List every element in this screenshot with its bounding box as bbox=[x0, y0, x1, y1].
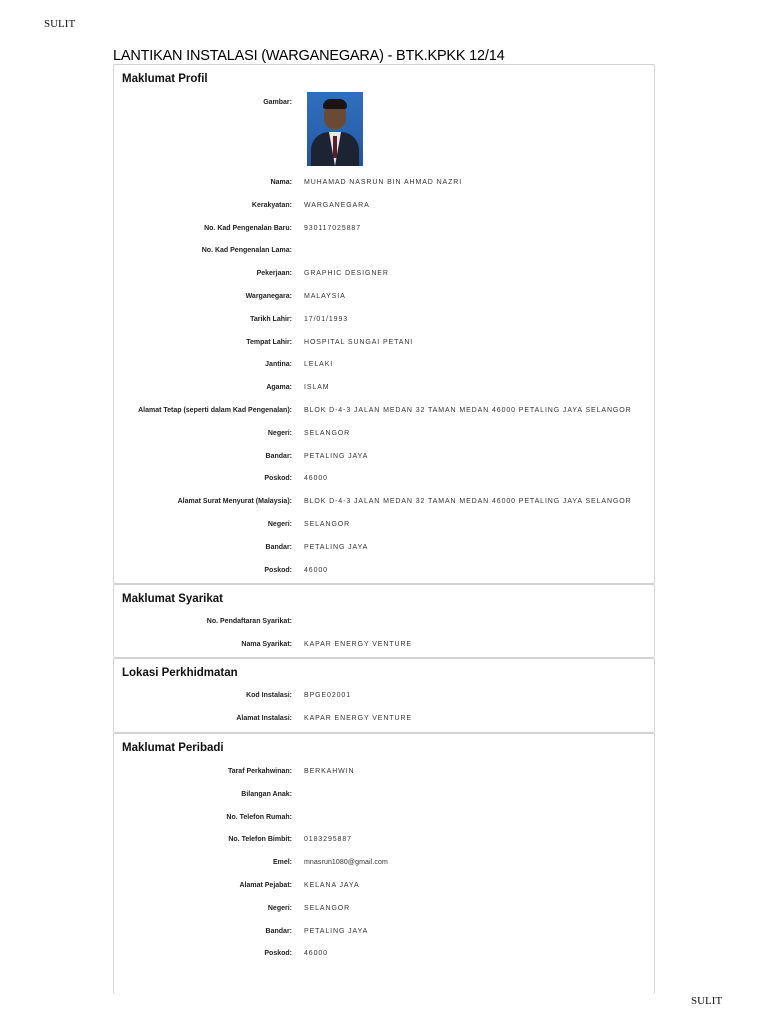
field-row bbox=[114, 905, 654, 919]
field-label: No. Telefon Rumah: bbox=[226, 813, 292, 821]
field-value: LELAKI bbox=[304, 361, 334, 369]
field-label: Taraf Perkahwinan: bbox=[227, 768, 292, 775]
field-label: Bandar: bbox=[265, 452, 292, 460]
field-value: SELANGOR bbox=[304, 429, 351, 437]
field-value: SELANGOR bbox=[304, 904, 351, 912]
field-label: Agama: bbox=[266, 384, 292, 392]
profile-photo bbox=[307, 92, 363, 166]
field-value: MUHAMAD NASRUN BIN AHMAD NAZRI bbox=[304, 179, 463, 186]
field-row-gambar bbox=[114, 99, 654, 113]
field-row bbox=[114, 521, 654, 535]
field-label: Alamat Tetap (seperti dalam Kad Pengenalan): bbox=[138, 407, 292, 414]
field-value: HOSPITAL SUNGAI PETANI bbox=[304, 338, 414, 346]
field-label: Negeri: bbox=[267, 904, 292, 912]
field-row bbox=[114, 791, 654, 805]
field-row bbox=[114, 270, 654, 284]
field-value: PETALING JAYA bbox=[304, 927, 369, 935]
field-value: 0183295887 bbox=[304, 836, 352, 844]
field-row bbox=[114, 768, 654, 782]
field-label: Warganegara: bbox=[245, 293, 292, 300]
field-value: mnasrun1080@gmail.com bbox=[304, 859, 388, 867]
field-label: Kerakyatan: bbox=[251, 201, 292, 209]
field-row bbox=[114, 407, 654, 421]
panel-maklumat-peribadi bbox=[113, 733, 655, 994]
field-row bbox=[114, 498, 654, 512]
field-value: GRAPHIC DESIGNER bbox=[304, 270, 389, 278]
panel-title: Maklumat Syarikat bbox=[122, 593, 223, 605]
field-value: 46000 bbox=[304, 475, 328, 483]
field-label: Poskod: bbox=[264, 950, 292, 958]
field-label: Alamat Instalasi: bbox=[236, 714, 292, 722]
field-label: Alamat Pejabat: bbox=[239, 882, 292, 889]
field-label: Bandar: bbox=[265, 927, 292, 935]
field-label: No. Kad Pengenalan Baru: bbox=[204, 224, 292, 232]
document-title: LANTIKAN INSTALASI (WARGANEGARA) - BTK.KPKK 12/14 bbox=[113, 48, 505, 64]
field-row bbox=[114, 859, 654, 873]
field-value: ISLAM bbox=[304, 384, 330, 392]
panel-title: Maklumat Profil bbox=[122, 73, 208, 85]
field-label: Kod Instalasi: bbox=[246, 692, 292, 699]
field-value: KELANA JAYA bbox=[304, 882, 360, 889]
field-label: Negeri: bbox=[267, 521, 292, 528]
panel-title: Lokasi Perkhidmatan bbox=[122, 667, 238, 679]
field-row bbox=[114, 179, 654, 193]
field-value: BLOK D-4-3 JALAN MEDAN 32 TAMAN MEDAN 46000 PETALING JAYA SELANGOR bbox=[304, 407, 632, 414]
field-row bbox=[114, 950, 654, 964]
field-label: Alamat Surat Menyurat (Malaysia): bbox=[177, 498, 292, 506]
field-row bbox=[114, 715, 654, 729]
field-label: Bilangan Anak: bbox=[241, 790, 292, 798]
field-row bbox=[114, 814, 654, 828]
field-value: BERKAHWIN bbox=[304, 768, 355, 775]
field-label: No. Telefon Bimbit: bbox=[228, 836, 292, 844]
field-row bbox=[114, 618, 654, 632]
field-row bbox=[114, 836, 654, 850]
panel-maklumat-syarikat bbox=[113, 584, 655, 658]
field-row bbox=[114, 202, 654, 216]
field-label: Poskod: bbox=[264, 566, 292, 574]
field-value: BPGE02001 bbox=[304, 692, 352, 699]
field-label: Emel: bbox=[272, 859, 292, 867]
field-row bbox=[114, 225, 654, 239]
classification-bottom: SULIT bbox=[691, 995, 723, 1007]
field-row bbox=[114, 692, 654, 706]
field-row bbox=[114, 384, 654, 398]
field-row bbox=[114, 293, 654, 307]
field-value: BLOK D-4-3 JALAN MEDAN 32 TAMAN MEDAN 46000 PETALING JAYA SELANGOR bbox=[304, 498, 632, 506]
field-value: SELANGOR bbox=[304, 521, 351, 528]
field-label: No. Pendaftaran Syarikat: bbox=[206, 618, 292, 625]
field-value: WARGANEGARA bbox=[304, 201, 370, 209]
field-label: Poskod: bbox=[264, 475, 292, 483]
field-label: Negeri: bbox=[267, 429, 292, 437]
field-row bbox=[114, 430, 654, 444]
field-row bbox=[114, 567, 654, 581]
field-label: No. Kad Pengenalan Lama: bbox=[201, 247, 292, 255]
classification-top: SULIT bbox=[44, 18, 76, 30]
field-row bbox=[114, 475, 654, 489]
field-row bbox=[114, 361, 654, 375]
field-label: Pekerjaan: bbox=[256, 270, 292, 278]
field-value: 46000 bbox=[304, 950, 328, 958]
field-row bbox=[114, 544, 654, 558]
field-label: Tarikh Lahir: bbox=[250, 315, 292, 323]
field-row bbox=[114, 928, 654, 942]
panel-maklumat-profil bbox=[113, 64, 655, 584]
field-value: 46000 bbox=[304, 566, 328, 574]
field-label: Tempat Lahir: bbox=[246, 338, 292, 346]
field-value: KAPAR ENERGY VENTURE bbox=[304, 714, 412, 722]
field-row bbox=[114, 882, 654, 896]
field-label: Nama: bbox=[270, 179, 292, 186]
field-label: Gambar: bbox=[263, 99, 292, 106]
field-value: 17/01/1993 bbox=[304, 315, 349, 323]
field-value: 930117025887 bbox=[304, 224, 361, 232]
panel-title: Maklumat Peribadi bbox=[122, 742, 224, 754]
field-row bbox=[114, 247, 654, 261]
field-label: Bandar: bbox=[265, 543, 292, 551]
field-label: Nama Syarikat: bbox=[241, 640, 292, 648]
field-value: PETALING JAYA bbox=[304, 452, 369, 460]
field-row bbox=[114, 453, 654, 467]
panel-lokasi-perkhidmatan bbox=[113, 658, 655, 733]
field-value: PETALING JAYA bbox=[304, 543, 369, 551]
field-label: Jantina: bbox=[265, 361, 292, 369]
field-row bbox=[114, 316, 654, 330]
field-row bbox=[114, 339, 654, 353]
field-row bbox=[114, 641, 654, 655]
field-value: KAPAR ENERGY VENTURE bbox=[304, 640, 412, 648]
field-value: MALAYSIA bbox=[304, 293, 346, 300]
